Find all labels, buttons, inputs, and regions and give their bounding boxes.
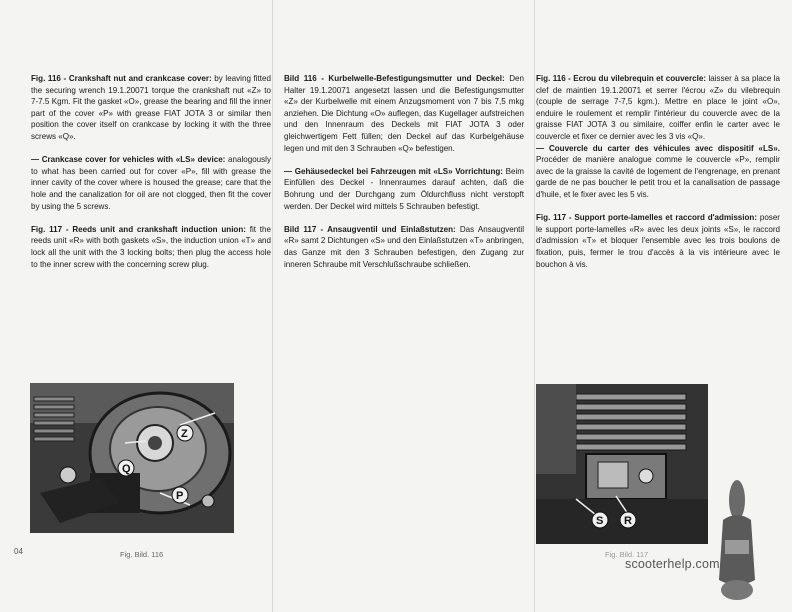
french-fig117-paragraph — [536, 143, 780, 201]
watermark-text: scooterhelp.com — [625, 557, 720, 571]
label-p: P — [176, 490, 184, 502]
french-fig117b-paragraph — [536, 212, 780, 270]
german-ls-title: — Gehäusedeckel bei Fahrzeugen mit «LS» Vorrichtung: — [284, 166, 503, 176]
french-fig117-body: poser le support porte-lamelles «R» avec les deux joints «S», le raccord d'admission «T» et bloquer l'ensemble avec les trois boulons de fixation, puis, fermer le trou d'accès à la vis intérieure avec le bouchon à vis. — [536, 213, 780, 269]
english-fig117-title: Fig. 117 - Reeds unit and crankshaft induction union: — [31, 224, 246, 234]
french-fig116-title: Fig. 116 - Ecrou du vilebrequin et couvercle: — [536, 74, 707, 83]
page-number: 04 — [14, 547, 23, 556]
english-fig116-body: by leaving fitted the securing wrench 19.1.20071 torque the crankshaft nut «Z» to 7-7.5 Kgm. Fit the gasket «O», grease the bearing and fill the inner part of the cover «P» with grease FIAT JOTA 3 or similar then position the cover itself on crankcase by locking it with the three screws «Q». — [31, 74, 271, 141]
crankcase-cover-photo — [30, 383, 234, 533]
german-ls-paragraph — [284, 166, 524, 212]
french-fig116-body: laisser à sa place la clef de maintien 19.1.20071 et serrer l'écrou «Z» du vilebrequin (couple de serrage 7-7,5 kgm.). Mettre en place le joint «O», enduire le roulement et remplir l'intérieur du couvercle avec de la graisse FIAT JOTA 3 ou similaire, coiffer enfin le carter avec le couvercle et fixer ce dernier avec les 3 vis «Q». — [536, 74, 780, 141]
french-column — [536, 73, 780, 282]
reeds-engine-illustration — [536, 384, 708, 544]
french-fig117-title: Fig. 117 - Support porte-lamelles et raccord d'admission: — [536, 213, 758, 223]
german-fig117-body: Das Ansaugventil «R» samt 2 Dichtungen «S» und den Einlaßstutzen «T» anbringen, das Ganze mit den 3 Schrauben befestigen, den Zugang zur inneren Schraube mit Verschlußschraube schließen. — [284, 224, 524, 269]
german-ls-body: Beim Einfüllen des Deckel - Innenraumes darauf achten, daß die Bohrung und der Durchgang zum Öldurchfluss nicht verstopft werden. Der Deckel wird mittels 5 Schrauben befestigt. — [284, 166, 524, 211]
english-fig116-title: Fig. 116 - Crankshaft nut and crankcase cover: — [31, 74, 212, 83]
label-z: Z — [181, 428, 188, 440]
german-fig117-paragraph — [284, 224, 524, 270]
german-fig116-title: Bild 116 - Kurbelwelle-Befestigungsmutter und Deckel: — [284, 74, 505, 83]
scooter-logo-icon — [707, 470, 767, 610]
french-ls-title: — Couvercle du carter des véhicules avec dispositif «LS». — [536, 143, 780, 153]
german-fig116-body: Den Halter 19.1.20071 angesetzt lassen und die Befestigungsmutter «Z» der Kurbelwelle mit einem Anzugsmoment von 7 bis 7,5 mkg anziehen. Die Dichtung «O» auflegen, das Kugellager aufstreichen und den Innenraum des Deckels mit FIAT JOTA 3 oder gleichwertigem Fett füllen; den Deckel auf das Kurbelgehäuse legen und mit den 3 Schrauben «Q» befestigen. — [284, 74, 524, 153]
english-ls-paragraph — [31, 154, 271, 212]
reeds-unit-photo — [536, 384, 708, 544]
english-ls-title: — Crankcase cover for vehicles with «LS» device: — [31, 155, 226, 165]
label-r: R — [624, 515, 632, 527]
label-s: S — [596, 515, 604, 527]
german-fig117-title: Bild 117 - Ansaugventil und Einlaßstutzen: — [284, 224, 456, 234]
english-ls-body: analogously to what has been carried out for cover «P», fill with grease the inner cavity of the cover where is housed the grease; care that the hole and the canalization for oil are not clogged, then fit the cover by using the 5 screws. — [31, 155, 271, 211]
fig117-caption: Fig. Bild. 117 — [605, 550, 649, 559]
english-fig117-body: fit the reeds unit «R» with both gaskets «S», the induction union «T» and lock all the unit with the 3 locking bolts; then plug the access hole to the inner screw with the concerning screw plug. — [31, 224, 271, 269]
french-ls-body: Procéder de manière analogue comme le couvercle «P», remplir avec de la graisse la cavité de logement de l'engrenage, en prenant garde de ne pas boucher le petit trou et la canalisation de passage d'huile, et le fixer avec les 5 vis. — [536, 155, 780, 199]
english-fig116-paragraph — [31, 73, 271, 143]
crankcase-engine-illustration — [30, 383, 234, 533]
english-fig117-paragraph — [31, 224, 271, 270]
english-column — [31, 73, 271, 282]
german-fig116-paragraph — [284, 73, 524, 154]
french-fig116-paragraph — [536, 73, 780, 143]
german-column — [284, 73, 524, 282]
label-q: Q — [122, 463, 131, 475]
fig116-caption: Fig. Bild. 116 — [120, 550, 164, 559]
